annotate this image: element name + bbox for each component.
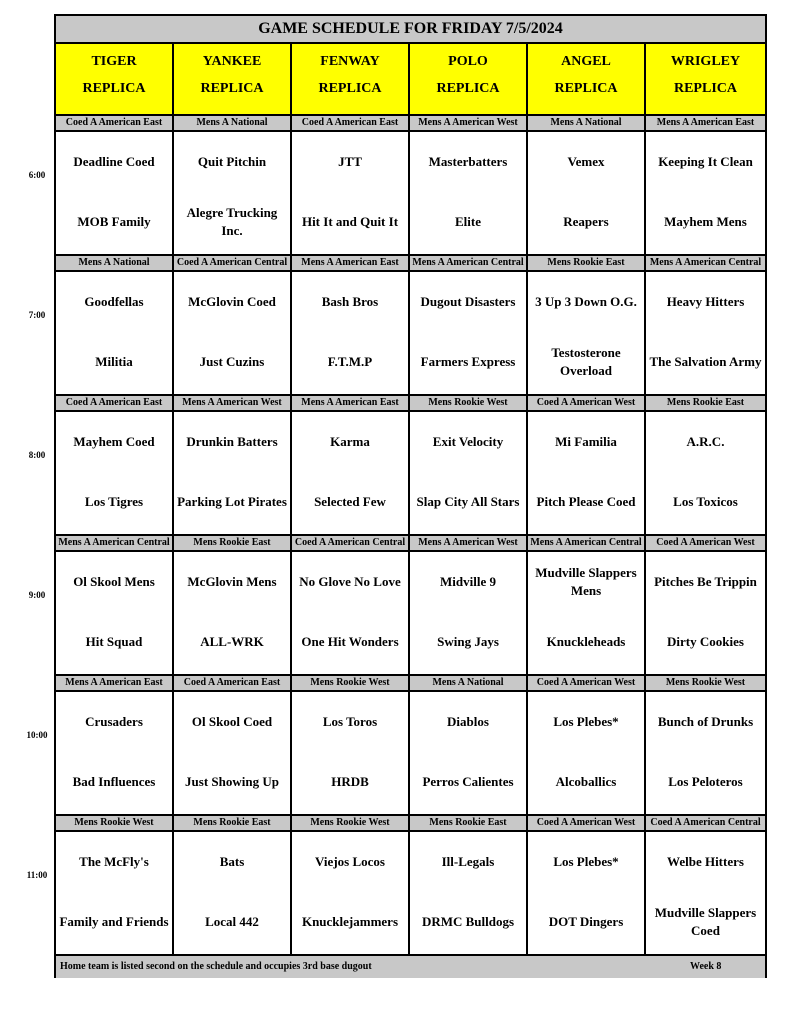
division-label: Coed A American East — [56, 116, 174, 130]
field-name: FENWAY — [320, 54, 380, 69]
division-label: Coed A American Central — [646, 816, 765, 830]
visitor-team: Los Plebes* — [553, 854, 619, 869]
visitor-team: Ol Skool Mens — [73, 574, 155, 589]
home-team: Mayhem Mens — [664, 214, 747, 229]
game-cell — [528, 272, 646, 394]
division-label: Mens A National — [528, 116, 646, 130]
visitor-team: Heavy Hitters — [666, 294, 745, 309]
visitor-team: Karma — [330, 434, 370, 449]
home-team: Local 442 — [205, 914, 259, 929]
game-cell — [528, 132, 646, 254]
visitor-team: Bash Bros — [321, 294, 379, 309]
game-cell — [292, 412, 410, 534]
time-label: 9:00 — [28, 590, 46, 600]
game-cell — [56, 552, 174, 674]
field-subtitle: REPLICA — [82, 81, 146, 96]
visitor-team: McGlovin Mens — [187, 574, 277, 589]
home-team: MOB Family — [77, 214, 151, 229]
visitor-team: Mudville Slappers Mens — [535, 565, 637, 598]
field-name: POLO — [448, 54, 488, 69]
time-label: 8:00 — [28, 450, 46, 460]
game-cell — [528, 832, 646, 954]
visitor-team: Deadline Coed — [73, 154, 155, 169]
game-cell — [646, 832, 765, 954]
visitor-team: 3 Up 3 Down O.G. — [535, 294, 637, 309]
game-cell — [56, 272, 174, 394]
division-label: Coed A American East — [174, 676, 292, 690]
game-cell — [410, 832, 528, 954]
visitor-team: Ol Skool Coed — [191, 714, 273, 729]
visitor-team: Quit Pitchin — [197, 154, 267, 169]
visitor-team: Welbe Hitters — [667, 854, 744, 869]
game-cell — [174, 692, 292, 814]
visitor-team: Exit Velocity — [432, 434, 504, 449]
visitor-team: Viejos Locos — [315, 854, 385, 869]
game-cell — [528, 412, 646, 534]
home-team: One Hit Wonders — [301, 634, 399, 649]
field-name: ANGEL — [561, 54, 611, 69]
game-cell — [410, 272, 528, 394]
home-team: F.T.M.P — [327, 354, 373, 369]
time-label: 11:00 — [26, 870, 48, 880]
home-team: Knuckleheads — [546, 634, 626, 649]
game-cell — [292, 692, 410, 814]
division-label: Mens A American West — [174, 396, 292, 410]
game-cell — [646, 272, 765, 394]
field-subtitle: REPLICA — [318, 81, 382, 96]
home-team: Alcoballics — [555, 774, 617, 789]
game-cell — [292, 132, 410, 254]
home-team: Los Toxicos — [673, 494, 738, 509]
division-label: Mens Rookie West — [410, 396, 528, 410]
game-cell — [646, 552, 765, 674]
visitor-team: Dugout Disasters — [420, 294, 516, 309]
game-cell — [410, 412, 528, 534]
visitor-team: Goodfellas — [84, 294, 144, 309]
visitor-team: Mi Familia — [555, 434, 617, 449]
home-team: Slap City All Stars — [416, 494, 520, 509]
field-name: WRIGLEY — [670, 54, 741, 69]
visitor-team: Drunkin Batters — [186, 434, 278, 449]
home-team: Just Cuzins — [199, 354, 265, 369]
division-label: Mens A American Central — [528, 536, 646, 550]
game-cell — [174, 412, 292, 534]
division-label: Mens Rookie West — [292, 676, 410, 690]
division-label: Mens Rookie East — [528, 256, 646, 270]
division-label: Coed A American West — [528, 396, 646, 410]
visitor-team: Masterbatters — [428, 154, 508, 169]
home-team: Pitch Please Coed — [536, 494, 636, 509]
division-label: Mens A American East — [646, 116, 765, 130]
footer-note: Home team is listed second on the schedule and occupies 3rd base dugout — [60, 961, 372, 972]
division-label: Coed A American West — [528, 816, 646, 830]
division-label: Coed A American Central — [174, 256, 292, 270]
game-cell — [56, 832, 174, 954]
home-team: Hit Squad — [85, 634, 143, 649]
visitor-team: Mayhem Coed — [73, 434, 155, 449]
division-label: Coed A American West — [528, 676, 646, 690]
visitor-team: Los Toros — [322, 714, 378, 729]
visitor-team: McGlovin Coed — [188, 294, 276, 309]
schedule-sheet — [54, 14, 767, 978]
division-label: Mens Rookie East — [174, 536, 292, 550]
home-team: Farmers Express — [420, 354, 516, 369]
visitor-team: Midville 9 — [440, 574, 496, 589]
visitor-team: The McFly's — [79, 854, 149, 869]
home-team: Los Peloteros — [668, 774, 743, 789]
division-label: Mens A American Central — [410, 256, 528, 270]
field-subtitle: REPLICA — [200, 81, 264, 96]
home-team: Family and Friends — [59, 914, 169, 929]
home-team: Hit It and Quit It — [301, 214, 399, 229]
home-team: Mudville Slappers Coed — [654, 905, 757, 938]
home-team: Militia — [95, 354, 133, 369]
game-cell — [646, 412, 765, 534]
home-team: DRMC Bulldogs — [421, 914, 515, 929]
division-label: Mens A American Central — [56, 536, 174, 550]
field-subtitle: REPLICA — [673, 81, 737, 96]
game-cell — [528, 552, 646, 674]
visitor-team: Pitches Be Trippin — [654, 574, 757, 589]
game-cell — [292, 832, 410, 954]
game-cell — [646, 132, 765, 254]
visitor-team: Keeping It Clean — [658, 154, 753, 169]
home-team: ALL-WRK — [200, 634, 264, 649]
visitor-team: Vemex — [567, 154, 605, 169]
home-team: Testosterone Overload — [551, 345, 621, 378]
game-cell — [292, 272, 410, 394]
division-label: Mens Rookie West — [56, 816, 174, 830]
division-label: Coed A American Central — [292, 536, 410, 550]
home-team: Parking Lot Pirates — [177, 494, 287, 509]
division-label: Coed A American East — [292, 116, 410, 130]
home-team: Dirty Cookies — [667, 634, 744, 649]
division-label: Mens A American Central — [646, 256, 765, 270]
visitor-team: Bats — [219, 854, 245, 869]
division-label: Mens A American West — [410, 116, 528, 130]
page-title: GAME SCHEDULE FOR FRIDAY 7/5/2024 — [56, 16, 765, 44]
visitor-team: Bunch of Drunks — [657, 714, 754, 729]
division-label: Mens A National — [410, 676, 528, 690]
visitor-team: A.R.C. — [686, 434, 725, 449]
visitor-team: No Glove No Love — [299, 574, 401, 589]
home-team: Just Showing Up — [185, 774, 279, 789]
time-label: 10:00 — [26, 730, 48, 740]
visitor-team: Diablos — [447, 714, 489, 729]
footer-bar — [56, 954, 765, 978]
division-label: Coed A American West — [646, 536, 765, 550]
visitor-team: Los Plebes* — [553, 714, 619, 729]
division-label: Mens A National — [56, 256, 174, 270]
home-team: HRDB — [331, 774, 369, 789]
home-team: The Salvation Army — [649, 354, 762, 369]
division-label: Mens Rookie West — [292, 816, 410, 830]
visitor-team: Ill-Legals — [441, 854, 495, 869]
home-team: Selected Few — [314, 494, 386, 509]
division-label: Mens Rookie West — [646, 676, 765, 690]
game-cell — [646, 692, 765, 814]
game-cell — [174, 132, 292, 254]
division-label: Mens A American East — [56, 676, 174, 690]
field-name: TIGER — [91, 54, 137, 69]
field-name: YANKEE — [202, 54, 262, 69]
division-label: Mens A American East — [292, 396, 410, 410]
home-team: Swing Jays — [437, 634, 499, 649]
game-cell — [174, 272, 292, 394]
home-team: Los Tigres — [84, 494, 144, 509]
field-subtitle: REPLICA — [436, 81, 500, 96]
field-subtitle: REPLICA — [554, 81, 618, 96]
game-cell — [56, 692, 174, 814]
time-label: 7:00 — [28, 310, 46, 320]
game-cell — [56, 132, 174, 254]
division-label: Coed A American East — [56, 396, 174, 410]
home-team: Knucklejammers — [301, 914, 399, 929]
game-cell — [56, 412, 174, 534]
game-cell — [528, 692, 646, 814]
home-team: Perros Calientes — [422, 774, 514, 789]
week-label: Week 8 — [690, 961, 722, 972]
home-team: Reapers — [563, 214, 609, 229]
division-label: Mens Rookie East — [174, 816, 292, 830]
game-cell — [174, 832, 292, 954]
division-label: Mens Rookie East — [410, 816, 528, 830]
visitor-team: Crusaders — [85, 714, 143, 729]
division-label: Mens A American West — [410, 536, 528, 550]
game-cell — [410, 132, 528, 254]
home-team: DOT Dingers — [548, 914, 624, 929]
game-cell — [174, 552, 292, 674]
game-cell — [292, 552, 410, 674]
home-team: Alegre Trucking Inc. — [186, 205, 278, 238]
division-label: Mens A American East — [292, 256, 410, 270]
visitor-team: JTT — [338, 154, 362, 169]
home-team: Elite — [455, 214, 481, 229]
game-cell — [410, 552, 528, 674]
game-cell — [410, 692, 528, 814]
division-label: Mens A National — [174, 116, 292, 130]
time-label: 6:00 — [28, 170, 46, 180]
home-team: Bad Influences — [72, 774, 156, 789]
division-label: Mens Rookie East — [646, 396, 765, 410]
